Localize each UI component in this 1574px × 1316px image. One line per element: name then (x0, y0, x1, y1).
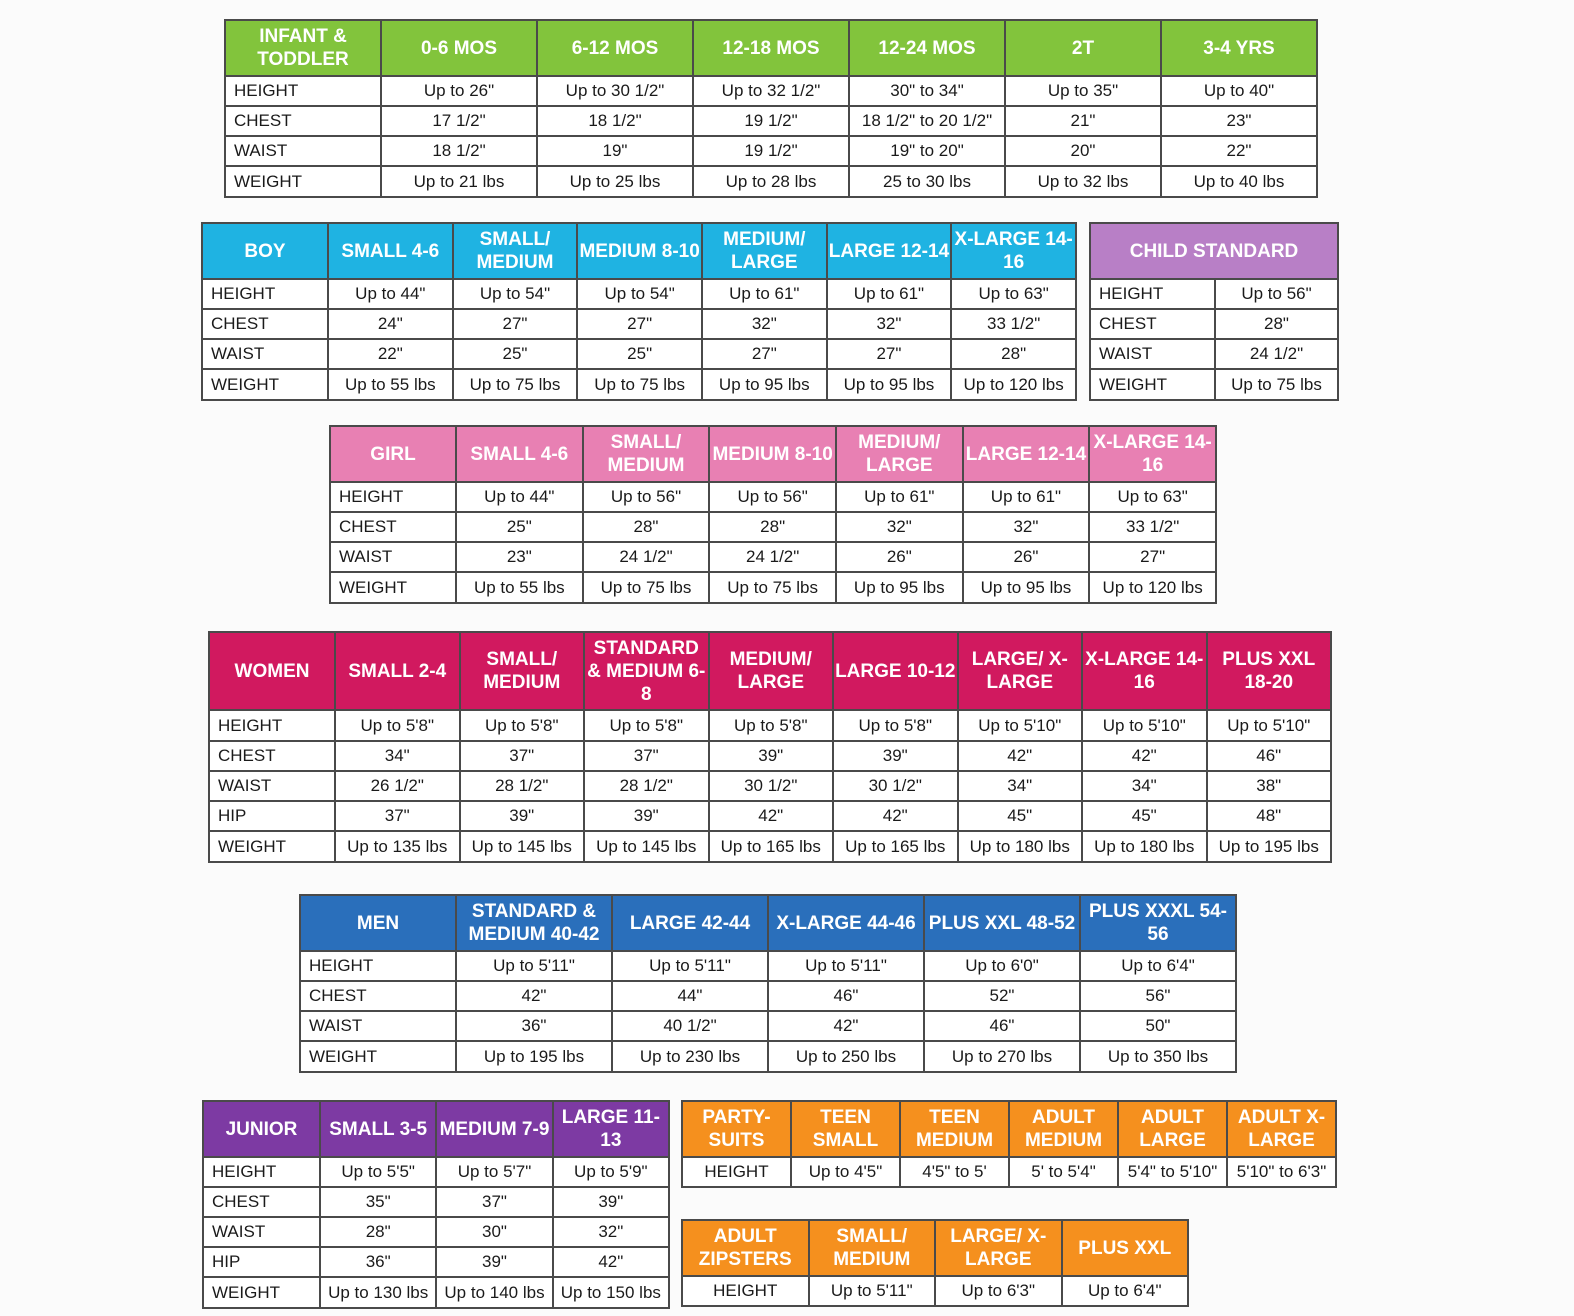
table-cell: Up to 120 lbs (1089, 572, 1216, 603)
row-label: HEIGHT (1090, 279, 1215, 309)
row-label: WEIGHT (300, 1041, 456, 1072)
table-cell: 19" to 20" (849, 136, 1005, 166)
men-size-large: LARGE 42-44 (612, 895, 768, 951)
women-size-medium-large: MEDIUM/ LARGE (709, 632, 834, 710)
zipsters-header-label: ADULT ZIPSTERS (682, 1220, 809, 1276)
zipsters-size-small-medium: SMALL/ MEDIUM (809, 1220, 936, 1276)
table-cell: 28" (320, 1217, 436, 1247)
table-row (203, 1277, 669, 1308)
table-cell: 18 1/2" (537, 106, 693, 136)
table-cell: Up to 40 lbs (1161, 166, 1317, 197)
table-cell: 25 to 30 lbs (849, 166, 1005, 197)
boy-size-medium-large: MEDIUM/ LARGE (702, 223, 827, 279)
women-size-plus-xxl: PLUS XXL 18-20 (1207, 632, 1332, 710)
table-cell: Up to 5'8" (709, 710, 834, 741)
table-cell: 24" (328, 309, 453, 339)
table-cell: Up to 6'4" (1080, 951, 1236, 981)
table-cell: 37" (335, 801, 460, 831)
girl-header-label: GIRL (330, 426, 456, 482)
row-label: WAIST (225, 136, 381, 166)
row-label: CHEST (1090, 309, 1215, 339)
table-cell: 37" (460, 741, 585, 771)
boy-size-table (201, 222, 1077, 401)
row-label: CHEST (202, 309, 328, 339)
table-cell: Up to 95 lbs (827, 369, 952, 400)
row-label: HEIGHT (300, 951, 456, 981)
row-label: WEIGHT (330, 572, 456, 603)
table-cell: 30" to 34" (849, 76, 1005, 106)
adult-zipsters-size-table (681, 1219, 1189, 1307)
table-cell: Up to 140 lbs (436, 1277, 552, 1308)
table-cell: 24 1/2" (709, 542, 836, 572)
table-cell: 42" (553, 1247, 669, 1277)
table-cell: Up to 5'8" (335, 710, 460, 741)
row-label: HEIGHT (209, 710, 335, 741)
table-cell: Up to 95 lbs (963, 572, 1090, 603)
table-row (209, 710, 1331, 741)
row-label: WEIGHT (203, 1277, 320, 1308)
row-label: WAIST (1090, 339, 1215, 369)
boy-header-label: BOY (202, 223, 328, 279)
table-cell: Up to 6'3" (935, 1276, 1062, 1306)
table-cell: Up to 145 lbs (584, 831, 709, 862)
table-row (1090, 369, 1338, 400)
table-cell: 4'5" to 5' (900, 1157, 1009, 1187)
table-cell: 19 1/2" (693, 106, 849, 136)
table-row (203, 1247, 669, 1277)
table-cell: Up to 28 lbs (693, 166, 849, 197)
table-cell: Up to 150 lbs (553, 1277, 669, 1308)
table-cell: 19" (537, 136, 693, 166)
table-cell: 5'4" to 5'10" (1118, 1157, 1227, 1187)
table-cell: 48" (1207, 801, 1332, 831)
table-cell: 27" (827, 339, 952, 369)
table-cell: 26 1/2" (335, 771, 460, 801)
infant-size-2t: 2T (1005, 20, 1161, 76)
table-cell: 42" (958, 741, 1083, 771)
table-cell: 23" (1161, 106, 1317, 136)
infant-size-6-12-mos: 6-12 MOS (537, 20, 693, 76)
row-label: WAIST (202, 339, 328, 369)
zipsters-size-plus-xxl: PLUS XXL (1062, 1220, 1189, 1276)
table-cell: Up to 5'8" (833, 710, 958, 741)
table-cell: 33 1/2" (951, 309, 1076, 339)
row-label: HIP (209, 801, 335, 831)
table-cell: 26" (836, 542, 963, 572)
table-row (1090, 339, 1338, 369)
row-label: WAIST (203, 1217, 320, 1247)
row-label: HEIGHT (330, 482, 456, 512)
table-cell: Up to 75 lbs (709, 572, 836, 603)
child-standard-size-table (1089, 222, 1339, 401)
table-cell: 37" (584, 741, 709, 771)
table-cell: Up to 165 lbs (709, 831, 834, 862)
table-cell: 17 1/2" (381, 106, 537, 136)
table-row (225, 166, 1317, 197)
table-row (300, 1041, 1236, 1072)
table-cell: 22" (328, 339, 453, 369)
table-row (300, 951, 1236, 981)
party-size-adult-x-large: ADULT X-LARGE (1227, 1101, 1336, 1157)
table-row (202, 339, 1076, 369)
women-size-x-large: X-LARGE 14-16 (1082, 632, 1207, 710)
junior-size-table (202, 1100, 670, 1309)
table-cell: 23" (456, 542, 583, 572)
table-cell: 28" (1215, 309, 1338, 339)
table-cell: 25" (577, 339, 702, 369)
table-cell: Up to 6'4" (1062, 1276, 1189, 1306)
table-cell: Up to 5'8" (460, 710, 585, 741)
table-cell: 5'10" to 6'3" (1227, 1157, 1336, 1187)
table-cell: Up to 195 lbs (1207, 831, 1332, 862)
table-cell: Up to 44" (328, 279, 453, 309)
table-row (203, 1187, 669, 1217)
table-cell: 24 1/2" (1215, 339, 1338, 369)
table-cell: 28 1/2" (584, 771, 709, 801)
women-size-small: SMALL 2-4 (335, 632, 460, 710)
table-cell: Up to 75 lbs (583, 572, 710, 603)
table-cell: Up to 32 1/2" (693, 76, 849, 106)
table-cell: 25" (453, 339, 578, 369)
party-suits-size-table (681, 1100, 1337, 1188)
table-cell: 34" (1082, 771, 1207, 801)
table-row (203, 1157, 669, 1187)
table-cell: 38" (1207, 771, 1332, 801)
table-cell: 26" (963, 542, 1090, 572)
table-cell: 27" (453, 309, 578, 339)
party-suits-header-label: PARTY-SUITS (682, 1101, 791, 1157)
party-size-teen-small: TEEN SMALL (791, 1101, 900, 1157)
table-cell: 28" (709, 512, 836, 542)
table-cell: Up to 6'0" (924, 951, 1080, 981)
table-cell: Up to 180 lbs (1082, 831, 1207, 862)
row-label: WAIST (330, 542, 456, 572)
table-cell: 39" (584, 801, 709, 831)
table-cell: Up to 230 lbs (612, 1041, 768, 1072)
table-cell: Up to 56" (583, 482, 710, 512)
table-cell: Up to 5'11" (768, 951, 924, 981)
table-cell: Up to 30 1/2" (537, 76, 693, 106)
boy-size-small-medium: SMALL/ MEDIUM (453, 223, 578, 279)
row-label: WEIGHT (1090, 369, 1215, 400)
table-cell: 46" (924, 1011, 1080, 1041)
table-cell: Up to 5'10" (1082, 710, 1207, 741)
table-row (300, 1011, 1236, 1041)
table-cell: Up to 250 lbs (768, 1041, 924, 1072)
table-cell: 32" (553, 1217, 669, 1247)
table-cell: 39" (833, 741, 958, 771)
junior-size-medium: MEDIUM 7-9 (436, 1101, 552, 1157)
table-cell: 30 1/2" (709, 771, 834, 801)
table-row (209, 831, 1331, 862)
girl-size-medium-large: MEDIUM/ LARGE (836, 426, 963, 482)
table-cell: Up to 61" (827, 279, 952, 309)
row-label: WAIST (209, 771, 335, 801)
table-row (330, 512, 1216, 542)
table-cell: Up to 75 lbs (453, 369, 578, 400)
table-cell: 28" (951, 339, 1076, 369)
table-cell: Up to 5'10" (1207, 710, 1332, 741)
table-cell: 28" (583, 512, 710, 542)
infant-size-0-6-mos: 0-6 MOS (381, 20, 537, 76)
table-cell: Up to 120 lbs (951, 369, 1076, 400)
table-cell: 18 1/2" (381, 136, 537, 166)
table-row (209, 741, 1331, 771)
table-cell: 32" (963, 512, 1090, 542)
table-cell: 18 1/2" to 20 1/2" (849, 106, 1005, 136)
table-cell: 42" (456, 981, 612, 1011)
girl-size-x-large: X-LARGE 14-16 (1089, 426, 1216, 482)
men-size-standard-medium: STANDARD & MEDIUM 40-42 (456, 895, 612, 951)
table-cell: 32" (827, 309, 952, 339)
men-size-plus-xxxl: PLUS XXXL 54-56 (1080, 895, 1236, 951)
junior-header-label: JUNIOR (203, 1101, 320, 1157)
table-cell: 46" (768, 981, 924, 1011)
table-cell: Up to 95 lbs (702, 369, 827, 400)
table-cell: 25" (456, 512, 583, 542)
table-row (225, 106, 1317, 136)
women-size-standard-medium: STANDARD & MEDIUM 6-8 (584, 632, 709, 710)
table-cell: Up to 5'11" (809, 1276, 936, 1306)
men-size-plus-xxl: PLUS XXL 48-52 (924, 895, 1080, 951)
junior-size-large: LARGE 11-13 (553, 1101, 669, 1157)
table-cell: 22" (1161, 136, 1317, 166)
table-cell: Up to 63" (951, 279, 1076, 309)
table-row (225, 76, 1317, 106)
table-cell: Up to 26" (381, 76, 537, 106)
junior-size-small: SMALL 3-5 (320, 1101, 436, 1157)
table-cell: 30" (436, 1217, 552, 1247)
table-cell: Up to 55 lbs (328, 369, 453, 400)
table-cell: Up to 32 lbs (1005, 166, 1161, 197)
table-cell: 21" (1005, 106, 1161, 136)
table-row (225, 136, 1317, 166)
table-cell: 36" (320, 1247, 436, 1277)
table-cell: 39" (436, 1247, 552, 1277)
table-row (330, 542, 1216, 572)
women-size-large: LARGE 10-12 (833, 632, 958, 710)
table-cell: Up to 35" (1005, 76, 1161, 106)
party-size-adult-medium: ADULT MEDIUM (1009, 1101, 1118, 1157)
table-cell: 44" (612, 981, 768, 1011)
table-cell: Up to 145 lbs (460, 831, 585, 862)
table-row (330, 572, 1216, 603)
table-cell: Up to 63" (1089, 482, 1216, 512)
table-cell: 56" (1080, 981, 1236, 1011)
row-label: CHEST (203, 1187, 320, 1217)
table-row (682, 1276, 1188, 1306)
table-cell: 52" (924, 981, 1080, 1011)
table-cell: 42" (833, 801, 958, 831)
table-cell: Up to 5'9" (553, 1157, 669, 1187)
infant-size-3-4-yrs: 3-4 YRS (1161, 20, 1317, 76)
table-cell: Up to 5'5" (320, 1157, 436, 1187)
table-cell: Up to 5'10" (958, 710, 1083, 741)
infant-size-12-24-mos: 12-24 MOS (849, 20, 1005, 76)
men-size-table (299, 894, 1237, 1073)
table-cell: Up to 5'8" (584, 710, 709, 741)
table-row (202, 279, 1076, 309)
table-cell: Up to 135 lbs (335, 831, 460, 862)
table-cell: 32" (836, 512, 963, 542)
table-cell: 40 1/2" (612, 1011, 768, 1041)
table-cell: Up to 75 lbs (1215, 369, 1338, 400)
women-header-label: WOMEN (209, 632, 335, 710)
boy-size-medium: MEDIUM 8-10 (577, 223, 702, 279)
table-cell: 39" (460, 801, 585, 831)
table-row (209, 801, 1331, 831)
table-cell: Up to 5'11" (456, 951, 612, 981)
table-row (1090, 309, 1338, 339)
table-cell: 42" (768, 1011, 924, 1041)
table-row (682, 1157, 1336, 1187)
table-cell: Up to 165 lbs (833, 831, 958, 862)
women-size-large-x-large: LARGE/ X-LARGE (958, 632, 1083, 710)
table-cell: 33 1/2" (1089, 512, 1216, 542)
table-cell: 50" (1080, 1011, 1236, 1041)
row-label: WEIGHT (202, 369, 328, 400)
girl-size-large: LARGE 12-14 (963, 426, 1090, 482)
boy-size-large: LARGE 12-14 (827, 223, 952, 279)
table-cell: 39" (709, 741, 834, 771)
row-label: CHEST (209, 741, 335, 771)
table-cell: Up to 44" (456, 482, 583, 512)
table-cell: 27" (577, 309, 702, 339)
table-cell: 27" (702, 339, 827, 369)
row-label: CHEST (225, 106, 381, 136)
men-header-label: MEN (300, 895, 456, 951)
table-cell: 36" (456, 1011, 612, 1041)
table-cell: 20" (1005, 136, 1161, 166)
infant-header-label: INFANT & TODDLER (225, 20, 381, 76)
table-cell: Up to 56" (1215, 279, 1338, 309)
table-cell: Up to 350 lbs (1080, 1041, 1236, 1072)
table-cell: Up to 5'11" (612, 951, 768, 981)
row-label: HEIGHT (202, 279, 328, 309)
table-cell: 39" (553, 1187, 669, 1217)
table-cell: Up to 95 lbs (836, 572, 963, 603)
table-cell: 27" (1089, 542, 1216, 572)
row-label: WAIST (300, 1011, 456, 1041)
table-row (209, 771, 1331, 801)
row-label: CHEST (300, 981, 456, 1011)
table-cell: 37" (436, 1187, 552, 1217)
table-cell: 45" (1082, 801, 1207, 831)
table-cell: 32" (702, 309, 827, 339)
row-label: HIP (203, 1247, 320, 1277)
zipsters-size-large-x-large: LARGE/ X-LARGE (935, 1220, 1062, 1276)
table-cell: 34" (958, 771, 1083, 801)
women-size-small-medium: SMALL/ MEDIUM (460, 632, 585, 710)
table-cell: 46" (1207, 741, 1332, 771)
table-cell: Up to 195 lbs (456, 1041, 612, 1072)
girl-size-medium: MEDIUM 8-10 (709, 426, 836, 482)
table-cell: Up to 130 lbs (320, 1277, 436, 1308)
men-size-x-large: X-LARGE 44-46 (768, 895, 924, 951)
table-cell: Up to 61" (836, 482, 963, 512)
table-cell: Up to 21 lbs (381, 166, 537, 197)
table-row (1090, 279, 1338, 309)
table-cell: 5' to 5'4" (1009, 1157, 1118, 1187)
party-size-teen-medium: TEEN MEDIUM (900, 1101, 1009, 1157)
table-cell: 42" (709, 801, 834, 831)
table-cell: Up to 5'7" (436, 1157, 552, 1187)
row-label: HEIGHT (203, 1157, 320, 1187)
table-cell: Up to 180 lbs (958, 831, 1083, 862)
table-row (202, 309, 1076, 339)
table-cell: Up to 54" (577, 279, 702, 309)
table-cell: Up to 40" (1161, 76, 1317, 106)
party-size-adult-large: ADULT LARGE (1118, 1101, 1227, 1157)
infant-toddler-size-table (224, 19, 1318, 198)
table-row (330, 482, 1216, 512)
table-cell: Up to 25 lbs (537, 166, 693, 197)
row-label: HEIGHT (682, 1157, 791, 1187)
table-cell: Up to 270 lbs (924, 1041, 1080, 1072)
table-cell: 19 1/2" (693, 136, 849, 166)
table-cell: 35" (320, 1187, 436, 1217)
table-cell: Up to 4'5" (791, 1157, 900, 1187)
boy-size-x-large: X-LARGE 14-16 (951, 223, 1076, 279)
table-cell: 34" (335, 741, 460, 771)
women-size-table (208, 631, 1332, 863)
table-cell: 28 1/2" (460, 771, 585, 801)
table-cell: Up to 54" (453, 279, 578, 309)
table-cell: Up to 61" (963, 482, 1090, 512)
table-cell: 45" (958, 801, 1083, 831)
table-cell: 42" (1082, 741, 1207, 771)
table-row (300, 981, 1236, 1011)
child-standard-header: CHILD STANDARD (1090, 223, 1338, 279)
row-label: WEIGHT (225, 166, 381, 197)
row-label: HEIGHT (225, 76, 381, 106)
table-cell: 30 1/2" (833, 771, 958, 801)
table-cell: Up to 56" (709, 482, 836, 512)
boy-size-small: SMALL 4-6 (328, 223, 453, 279)
girl-size-table (329, 425, 1217, 604)
row-label: WEIGHT (209, 831, 335, 862)
girl-size-small-medium: SMALL/ MEDIUM (583, 426, 710, 482)
table-row (202, 369, 1076, 400)
table-cell: Up to 61" (702, 279, 827, 309)
row-label: CHEST (330, 512, 456, 542)
table-cell: Up to 75 lbs (577, 369, 702, 400)
table-row (203, 1217, 669, 1247)
girl-size-small: SMALL 4-6 (456, 426, 583, 482)
table-cell: Up to 55 lbs (456, 572, 583, 603)
row-label: HEIGHT (682, 1276, 809, 1306)
table-cell: 24 1/2" (583, 542, 710, 572)
infant-size-12-18-mos: 12-18 MOS (693, 20, 849, 76)
